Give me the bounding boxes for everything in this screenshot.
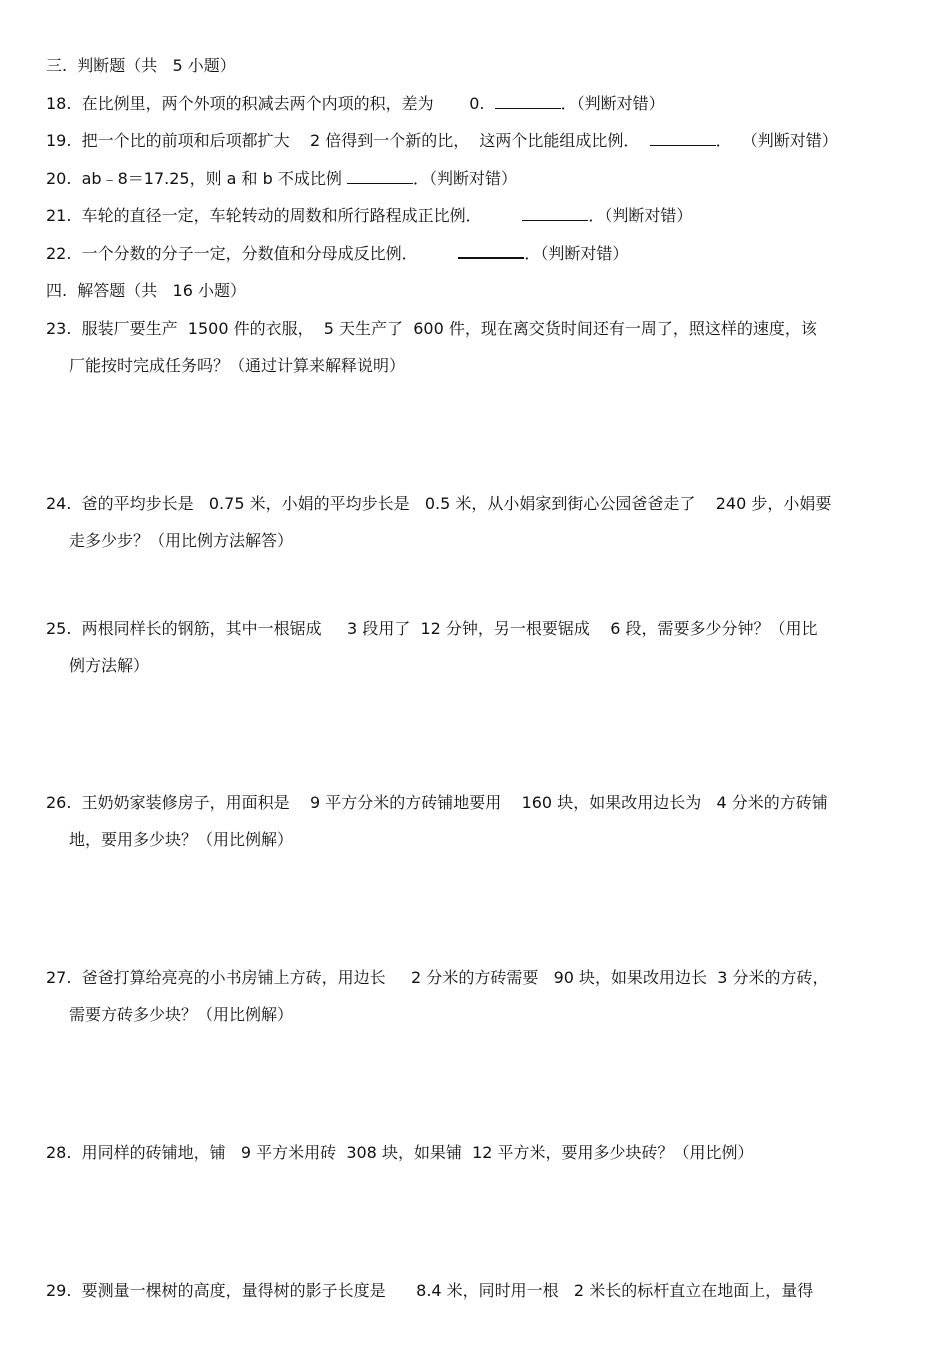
answer-blank[interactable] xyxy=(650,131,716,146)
judge-text: 22. 一个分数的分子一定，分数值和分母成反比例． xyxy=(46,244,459,263)
judge-suffix: ．（判断对错） xyxy=(412,169,517,188)
problem-23-line1: 23. 服装厂要生产 1500 件的衣服， 5 天生产了 600 件，现在离交货时间还有一周了，照这样的速度，该 xyxy=(46,319,817,338)
problem-25-line1: 25. 两根同样长的钢筋，其中一根锯成 3 段用了 12 分钟，另一根要锯成 6 段，需要多少分钟？（用比 xyxy=(46,619,818,638)
section-4-heading: 四. 解答题（共 16 小题） xyxy=(46,281,246,300)
problem-24-line1: 24. 爸的平均步长是 0.75 米，小娟的平均步长是 0.5 米，从小娟家到街心公园爸爸走了 240 步，小娟要 xyxy=(46,494,832,513)
judge-item-20 xyxy=(46,168,517,190)
judge-item-21 xyxy=(46,205,692,227)
section-3-heading: 三. 判断题（共 5 小题） xyxy=(46,56,236,75)
answer-blank[interactable] xyxy=(458,243,524,259)
judge-suffix: ．（判断对错） xyxy=(588,206,693,225)
judge-text: 18. 在比例里，两个外项的积减去两个内项的积，差为 0. xyxy=(46,94,495,113)
problem-26-line1: 26. 王奶奶家装修房子，用面积是 9 平方分米的方砖铺地要用 160 块，如果改用边长为 4 分米的方砖铺 xyxy=(46,793,828,812)
judge-text: 21. 车轮的直径一定，车轮转动的周数和所行路程成正比例． xyxy=(46,206,523,225)
problem-24-line2: 走多少步？（用比例方法解答） xyxy=(69,531,294,550)
judge-item-22 xyxy=(46,243,628,265)
problem-28-line1: 28. 用同样的砖铺地，铺 9 平方米用砖 308 块，如果铺 12 平方米，要用多少块砖？（用比例） xyxy=(46,1143,754,1162)
judge-suffix: ．（判断对错） xyxy=(524,244,629,263)
problem-29-line1: 29. 要测量一棵树的高度，量得树的影子长度是 8.4 米，同时用一根 2 米长的标杆直立在地面上，量得 xyxy=(46,1281,814,1300)
judge-text: 20. ab﹣8＝17.25，则 a 和 b 不成比例 xyxy=(46,169,347,188)
answer-blank[interactable] xyxy=(522,206,588,221)
judge-suffix: ．（判断对错） xyxy=(560,94,665,113)
problem-26-line2: 地，要用多少块？（用比例解） xyxy=(69,830,294,849)
judge-text: 19. 把一个比的前项和后项都扩大 2 倍得到一个新的比， 这两个比能组成比例． xyxy=(46,131,650,150)
judge-item-18 xyxy=(46,93,665,115)
problem-27-line1: 27. 爸爸打算给亮亮的小书房铺上方砖，用边长 2 分米的方砖需要 90 块，如果改用边长 3 分米的方砖， xyxy=(46,968,829,987)
judge-suffix: ． （判断对错） xyxy=(715,131,838,150)
judge-item-19 xyxy=(46,130,838,152)
problem-27-line2: 需要方砖多少块？（用比例解） xyxy=(69,1005,294,1024)
problem-25-line2: 例方法解） xyxy=(69,656,150,675)
answer-blank[interactable] xyxy=(495,94,561,109)
answer-blank[interactable] xyxy=(347,169,413,184)
problem-23-line2: 厂能按时完成任务吗？（通过计算来解释说明） xyxy=(69,356,406,375)
